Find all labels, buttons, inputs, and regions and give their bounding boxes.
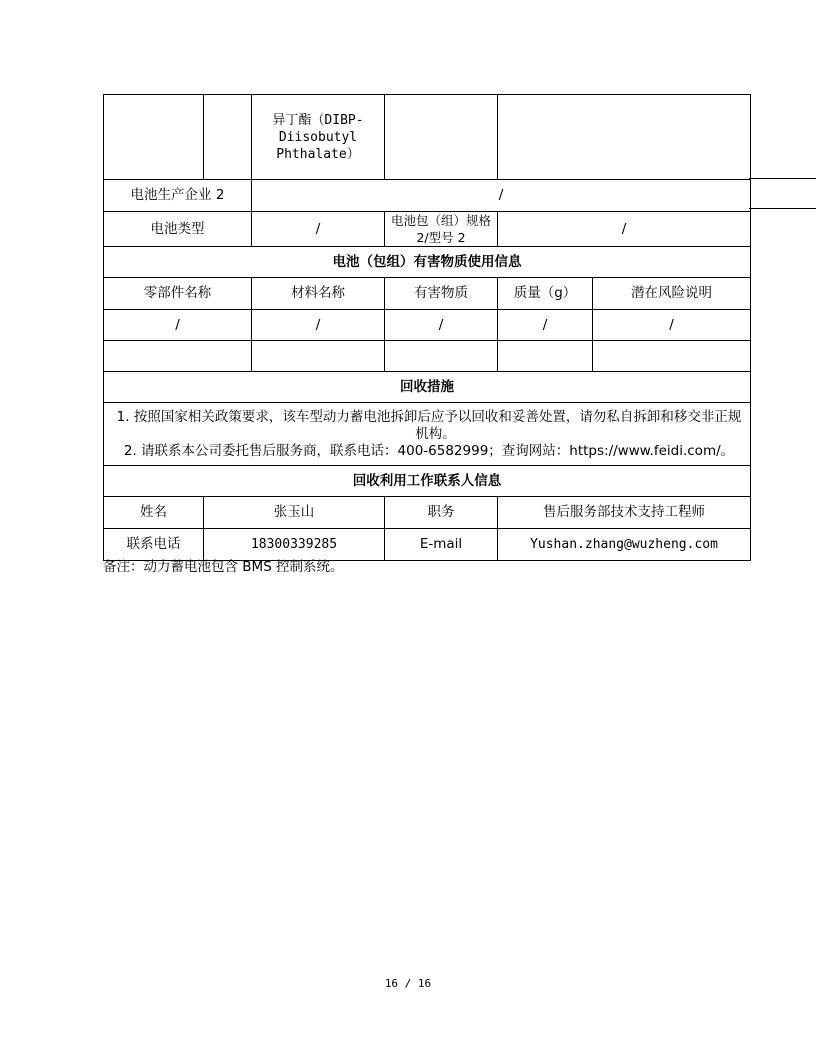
table-overhang-line [749, 178, 816, 209]
page-number: 16 / 16 [384, 977, 432, 990]
recycle-item-2: 2. 请联系本公司委托售后服务商，联系电话：400-6582999；查询网站：https://www.feidi.com/。 [123, 442, 735, 459]
recycle-content-row [104, 403, 751, 466]
hazard-header-mass: 质量（g） [498, 278, 593, 310]
contact-phone-label: 联系电话 [104, 529, 204, 561]
hazard-cell: / [252, 310, 385, 341]
battery-spec-label: 电池包（组）规格 2/型号 2 [385, 212, 498, 247]
chem-cell-2 [204, 95, 252, 180]
hazard-cell: / [104, 310, 252, 341]
chem-row [104, 95, 751, 180]
battery-type-label: 电池类型 [104, 212, 252, 247]
battery-type-value: / [252, 212, 385, 247]
producer-value: / [252, 180, 751, 212]
battery-info-table [103, 94, 751, 561]
contact-email: Yushan.zhang@wuzheng.com [498, 529, 751, 561]
hazard-section-title: 电池（包组）有害物质使用信息 [104, 247, 751, 278]
battery-spec-value: / [498, 212, 751, 247]
hazard-header-part: 零部件名称 [104, 278, 252, 310]
recycle-section-title: 回收措施 [104, 372, 751, 403]
producer-row [104, 180, 751, 212]
hazard-cell [593, 341, 751, 372]
battery-type-row [104, 212, 751, 247]
producer-label: 电池生产企业 2 [104, 180, 252, 212]
hazard-cell [104, 341, 252, 372]
contact-position: 售后服务部技术支持工程师 [498, 497, 751, 529]
hazard-header-risk: 潜在风险说明 [593, 278, 751, 310]
contact-name-label: 姓名 [104, 497, 204, 529]
contact-name-row [104, 497, 751, 529]
contact-name: 张玉山 [204, 497, 385, 529]
contact-email-label: E-mail [385, 529, 498, 561]
hazard-cell: / [498, 310, 593, 341]
hazard-cell: / [385, 310, 498, 341]
hazard-header-material: 材料名称 [252, 278, 385, 310]
recycle-item-1: 1. 按照国家相关政策要求，该车型动力蓄电池拆卸后应予以回收和妥善处置，请勿私自拆卸和移交非正规机构。 [116, 408, 742, 442]
contact-phone: 18300339285 [204, 529, 385, 561]
hazard-title-row [104, 247, 751, 278]
hazard-cell: / [593, 310, 751, 341]
hazard-header-row [104, 278, 751, 310]
contact-title-row [104, 466, 751, 497]
hazard-row [104, 310, 751, 341]
hazard-header-substance: 有害物质 [385, 278, 498, 310]
chem-cell-4 [385, 95, 498, 180]
contact-position-label: 职务 [385, 497, 498, 529]
chem-cell-1 [104, 95, 204, 180]
contact-section-title: 回收利用工作联系人信息 [104, 466, 751, 497]
recycle-content [104, 403, 751, 466]
hazard-cell [252, 341, 385, 372]
chem-substance-cell: 异丁酯（DIBP-Diisobutyl Phthalate） [252, 95, 385, 180]
chem-cell-5 [498, 95, 751, 180]
hazard-row [104, 341, 751, 372]
recycle-title-row [104, 372, 751, 403]
hazard-cell [498, 341, 593, 372]
hazard-cell [385, 341, 498, 372]
table-note: 备注：动力蓄电池包含 BMS 控制系统。 [103, 559, 344, 575]
